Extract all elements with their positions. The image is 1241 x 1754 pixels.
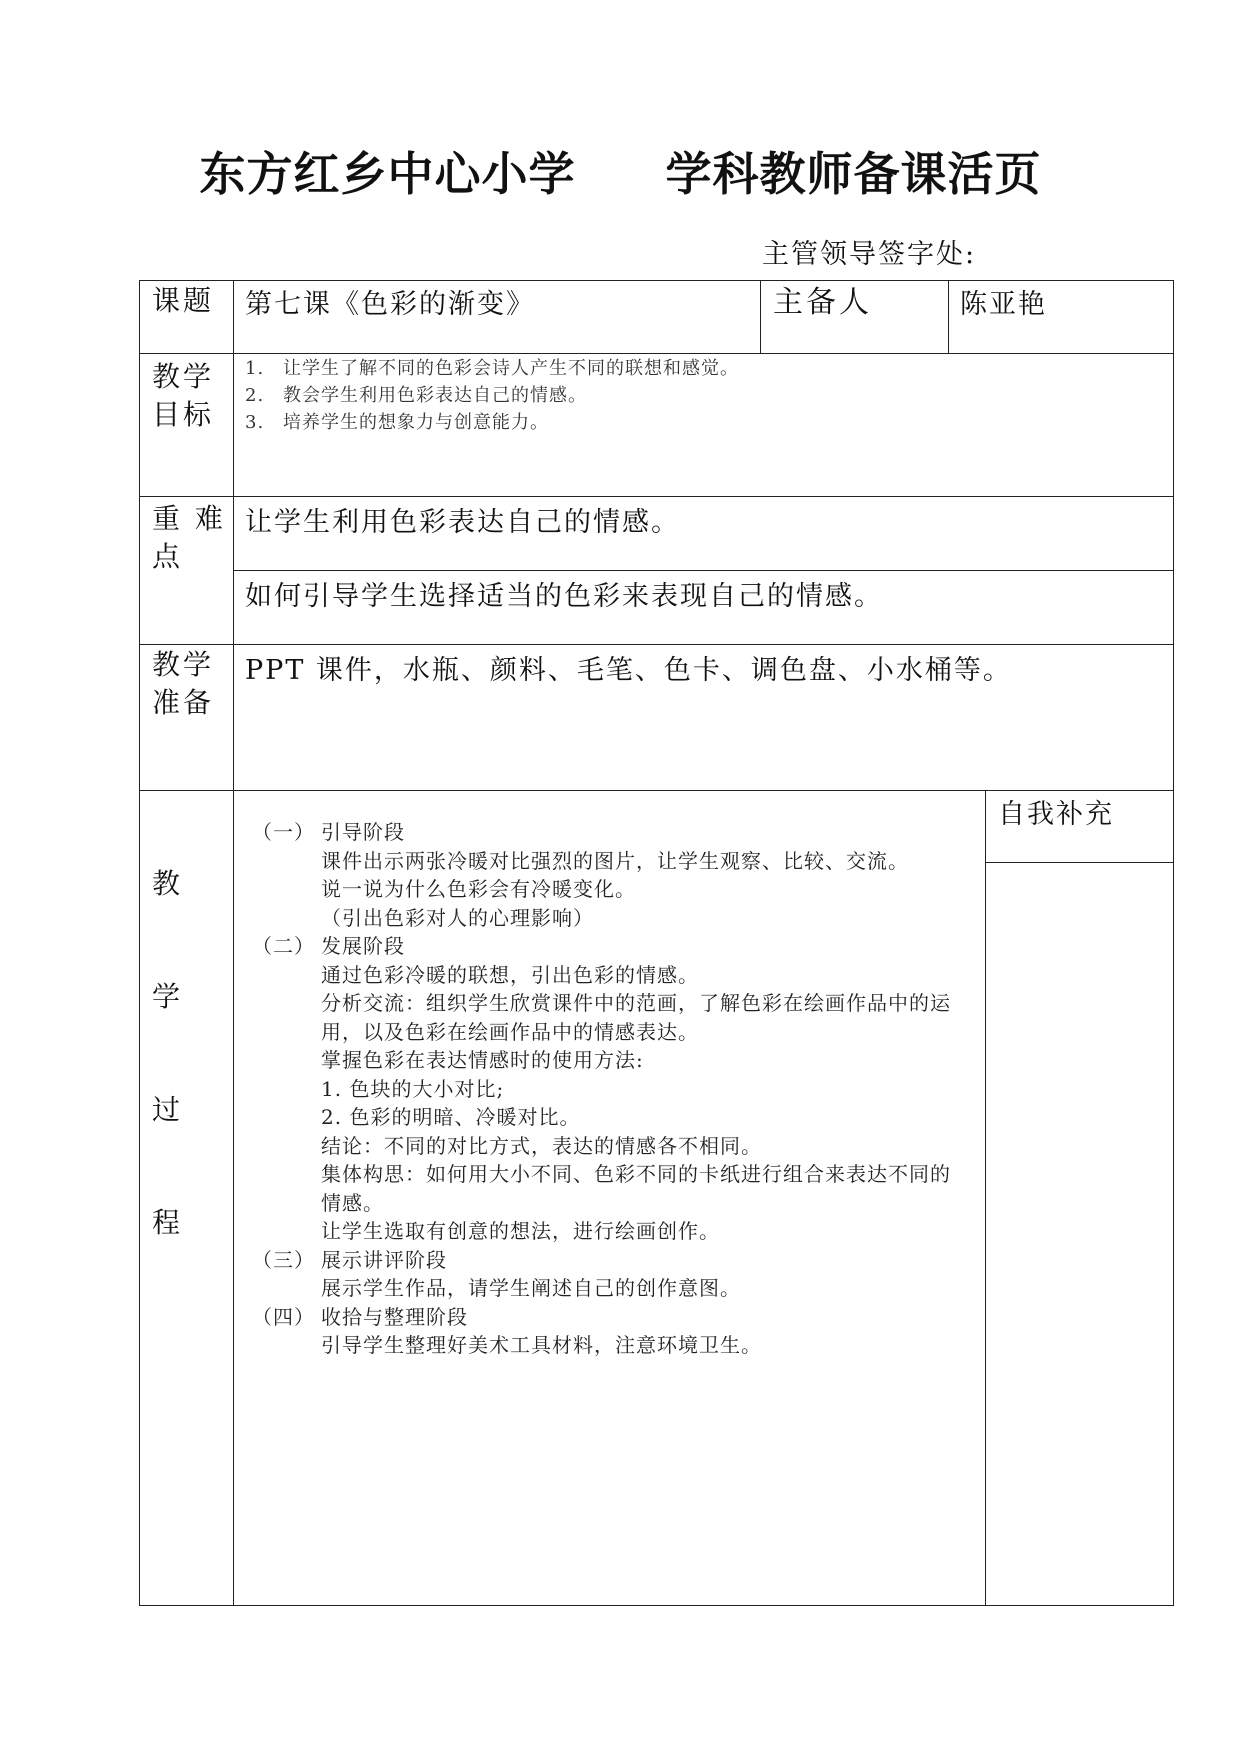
- prep-label-line-2: 准备: [152, 686, 215, 719]
- process-line-text: 收拾与整理阶段: [321, 1304, 468, 1329]
- process-line: [252, 1018, 982, 1047]
- objectives-label-line-1: 教学: [152, 360, 215, 393]
- objective-number: 1.: [245, 358, 265, 379]
- process-line-text: 集体构思：如何用大小不同、色彩不同的卡纸进行组合来表达不同的: [321, 1162, 951, 1186]
- process-line-text: 课件出示两张冷暖对比强烈的图片，让学生观察、比较、交流。: [321, 848, 909, 873]
- process-line-text: 说一说为什么色彩会有冷暖变化。: [321, 877, 636, 901]
- process-line: [252, 989, 982, 1018]
- process-line-text: 通过色彩冷暖的联想，引出色彩的情感。: [321, 962, 699, 987]
- process-line: [252, 961, 982, 990]
- topic-value: 第七课《色彩的渐变》: [245, 289, 535, 320]
- process-stage-mark: （一）: [252, 820, 315, 844]
- prep-label-line-1: 教学: [152, 648, 215, 681]
- process-line-text: 分析交流：组织学生欣赏课件中的范画，了解色彩在绘画作品中的运: [321, 991, 951, 1015]
- column-divider: [233, 280, 234, 1606]
- process-line: [252, 818, 982, 847]
- process-content: [252, 818, 982, 1360]
- process-line: [252, 1103, 982, 1132]
- column-divider: [985, 790, 986, 1606]
- process-label-char: 过: [152, 1093, 184, 1126]
- process-line-text: 掌握色彩在表达情感时的使用方法:: [321, 1048, 644, 1072]
- process-line-text: 展示讲评阶段: [321, 1247, 447, 1272]
- process-stage-mark: （三）: [252, 1247, 315, 1272]
- supplement-label: 自我补充: [998, 799, 1114, 830]
- process-line: [252, 1160, 982, 1189]
- process-line-text: 发展阶段: [321, 934, 405, 958]
- leader-signature-label: 主管领导签字处:: [762, 239, 977, 270]
- process-line: [252, 1217, 982, 1246]
- objective-item: [245, 356, 739, 382]
- key-label-line-2: 点: [152, 540, 184, 573]
- process-line: [252, 1132, 982, 1161]
- preparer-label: 主备人: [773, 285, 872, 320]
- process-line: [252, 1303, 982, 1332]
- process-line-text: （引出色彩对人的心理影响）: [321, 905, 594, 930]
- process-label-char: 教: [152, 867, 184, 900]
- process-line: [252, 1331, 982, 1360]
- row-divider: [139, 790, 1174, 791]
- objective-text: 让学生了解不同的色彩会诗人产生不同的联想和感觉。: [283, 358, 739, 379]
- process-line: [252, 847, 982, 876]
- page-title: [0, 138, 1241, 204]
- document-subtitle: 学科教师备课活页: [665, 147, 1042, 201]
- process-label-char: 学: [152, 980, 184, 1013]
- topic-label: 课题: [152, 284, 215, 317]
- column-divider: [760, 280, 761, 353]
- difficult-point-text: 如何引导学生选择适当的色彩来表现自己的情感。: [245, 581, 883, 612]
- school-name: 东方红乡中心小学: [199, 147, 576, 201]
- process-line: [252, 1189, 982, 1218]
- process-line-text: 引导阶段: [321, 820, 405, 844]
- process-line: [252, 904, 982, 933]
- process-stage-mark: （二）: [252, 934, 315, 958]
- objective-number: 2.: [245, 385, 265, 406]
- process-label-char: 程: [152, 1206, 184, 1239]
- process-line: [252, 875, 982, 904]
- process-line: [252, 932, 982, 961]
- process-line-text: 引导学生整理好美术工具材料，注意环境卫生。: [321, 1333, 762, 1357]
- objectives-label-line-2: 目标: [152, 398, 215, 431]
- process-line-text: 2. 色彩的明暗、冷暖对比。: [321, 1105, 581, 1129]
- objective-item: [245, 410, 549, 436]
- process-line-text: 用，以及色彩在绘画作品中的情感表达。: [321, 1019, 699, 1044]
- row-divider: [985, 862, 1174, 863]
- objective-text: 教会学生利用色彩表达自己的情感。: [283, 385, 587, 406]
- process-line: [252, 1246, 982, 1275]
- process-line: [252, 1046, 982, 1075]
- process-stage-mark: （四）: [252, 1304, 315, 1329]
- preparer-value: 陈亚艳: [960, 289, 1047, 320]
- row-divider: [139, 644, 1174, 645]
- row-divider: [139, 353, 1174, 354]
- column-divider: [948, 280, 949, 353]
- objective-number: 3.: [245, 412, 265, 433]
- objective-text: 培养学生的想象力与创意能力。: [283, 412, 549, 433]
- process-line-text: 情感。: [321, 1190, 384, 1215]
- key-label-line-1: 重 难: [152, 502, 226, 535]
- objective-item: [245, 383, 587, 409]
- process-line-text: 结论：不同的对比方式，表达的情感各不相同。: [321, 1133, 762, 1158]
- process-line: [252, 1075, 982, 1104]
- prep-value: PPT 课件，水瓶、颜料、毛笔、色卡、调色盘、小水桶等。: [245, 655, 1012, 686]
- process-line: [252, 1274, 982, 1303]
- row-divider: [233, 570, 1174, 571]
- process-line-text: 让学生选取有创意的想法，进行绘画创作。: [321, 1219, 720, 1243]
- process-line-text: 展示学生作品，请学生阐述自己的创作意图。: [321, 1276, 741, 1300]
- row-divider: [139, 496, 1174, 497]
- process-line-text: 1. 色块的大小对比;: [321, 1076, 505, 1101]
- key-point-text: 让学生利用色彩表达自己的情感。: [245, 507, 680, 538]
